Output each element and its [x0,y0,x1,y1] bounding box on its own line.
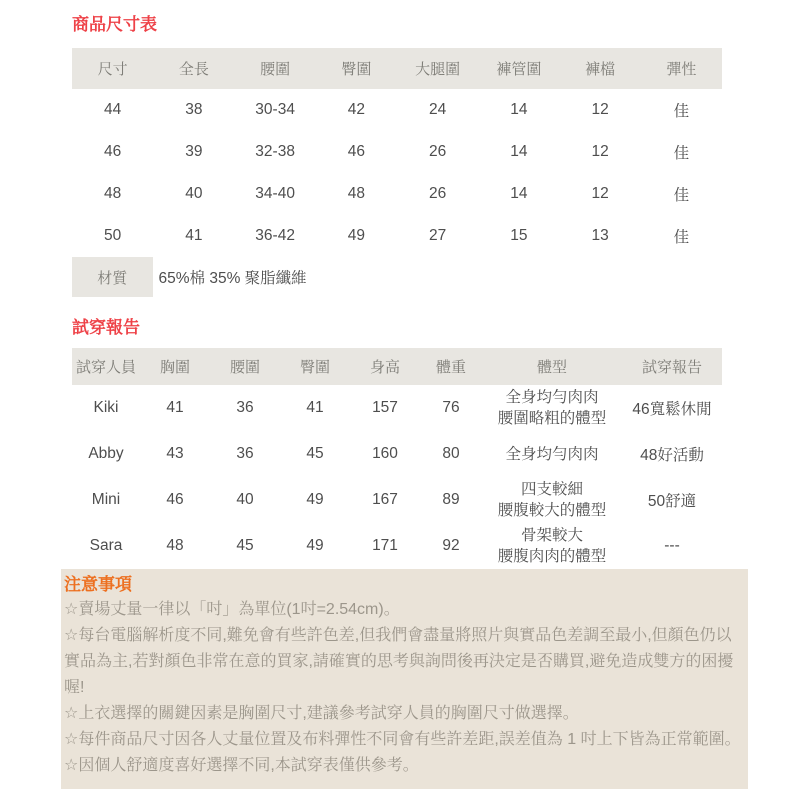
col-header-waist: 腰圍 [235,48,316,89]
hip-value: 49 [306,491,324,508]
model-name: Kiki [93,399,119,416]
waist-value: 34-40 [255,185,295,202]
waist-value: 36 [236,445,254,462]
height-value: 171 [372,537,398,554]
col-header-leg-opening: 褲管圍 [478,48,559,89]
size-value: 46 [104,143,122,160]
body-type-line: 腰腹較大的體型 [497,502,607,519]
notes-section [61,569,748,789]
table-row [72,215,722,257]
crotch-value: 12 [591,185,609,202]
col-header-report: 試穿報告 [622,348,722,385]
body-type [482,431,622,477]
col-header-body-type: 體型 [482,348,622,385]
hip-value: 42 [347,101,365,118]
col-header-size: 尺寸 [72,48,153,89]
waist-value: 36 [236,399,254,416]
size-value: 48 [104,185,122,202]
crotch-value: 13 [591,227,609,244]
length-value: 39 [185,143,203,160]
thigh-value: 26 [429,143,447,160]
hip-value: 46 [347,143,365,160]
body-type-line: 腰圍略粗的體型 [497,410,607,427]
length-value: 40 [185,185,203,202]
body-type [482,477,622,523]
hip-value: 49 [306,537,324,554]
leg-opening-value: 15 [510,227,528,244]
leg-opening-value: 14 [510,101,528,118]
elasticity-value: 佳 [673,103,690,120]
fitting-report-table [72,348,722,569]
size-chart-table [72,48,722,297]
size-chart-title: 商品尺寸表 [72,15,157,34]
leg-opening-value: 14 [510,143,528,160]
waist-value: 36-42 [255,227,295,244]
hip-value: 49 [347,227,365,244]
weight-value: 92 [442,537,460,554]
length-value: 38 [185,101,203,118]
thigh-value: 26 [429,185,447,202]
model-name: Mini [91,491,121,508]
body-type-line: 全身均勻肉肉 [505,389,599,406]
col-header-thigh: 大腿圍 [397,48,478,89]
report-value: 46寬鬆休閒 [632,401,712,418]
model-name: Abby [88,445,124,462]
col-header-model: 試穿人員 [72,348,140,385]
table-row [72,131,722,173]
col-header-height: 身高 [350,348,420,385]
col-header-hip: 臀圍 [316,48,397,89]
report-value: --- [664,537,680,554]
waist-value: 32-38 [255,143,295,160]
elasticity-value: 佳 [673,187,690,204]
material-value: 65%棉 35% 聚脂纖維 [158,270,307,287]
material-label: 材質 [72,257,153,297]
table-row [72,477,722,523]
table-row [72,173,722,215]
leg-opening-value: 14 [510,185,528,202]
waist-value: 30-34 [255,101,295,118]
thigh-value: 24 [429,101,447,118]
col-header-waist: 腰圍 [210,348,280,385]
table-row [72,431,722,477]
elasticity-value: 佳 [673,229,690,246]
note-item: ☆因個人舒適度喜好選擇不同,本試穿表僅供參考。 [64,757,419,774]
body-type-line: 全身均勻肉肉 [505,445,599,463]
report-value: 48好活動 [640,447,704,464]
crotch-value: 12 [591,143,609,160]
col-header-bust: 胸圍 [140,348,210,385]
hip-value: 41 [306,399,324,416]
fitting-report-title: 試穿報告 [72,318,140,337]
table-row [72,523,722,569]
weight-value: 89 [442,491,460,508]
col-header-elasticity: 彈性 [641,48,722,89]
bust-value: 48 [166,537,184,554]
size-value: 50 [104,227,122,244]
size-chart-section [0,14,800,297]
body-type-line: 骨架較大 [520,527,583,544]
body-type [482,385,622,431]
material-row [72,257,722,297]
waist-value: 45 [236,537,254,554]
note-item: ☆每台電腦解析度不同,難免會有些許色差,但我們會盡量將照片與實品色差調至最小,但顏色仍以實品為主,若對顏色非常在意的買家,請確實的思考與詢問後再決定是否購買,避免造成雙方的困擾喔! [64,627,734,696]
thigh-value: 27 [429,227,447,244]
body-type-line: 腰腹肉肉的體型 [497,548,607,565]
length-value: 41 [185,227,203,244]
crotch-value: 12 [591,101,609,118]
waist-value: 40 [236,491,254,508]
height-value: 157 [372,399,398,416]
weight-value: 80 [442,445,460,462]
fitting-report-section [0,317,800,569]
col-header-crotch: 褲檔 [560,48,641,89]
col-header-hip: 臀圍 [280,348,350,385]
height-value: 167 [372,491,398,508]
elasticity-value: 佳 [673,145,690,162]
bust-value: 43 [166,445,184,462]
col-header-weight: 體重 [420,348,482,385]
body-type-line: 四支較細 [520,481,583,498]
fitting-header-row [72,348,722,385]
col-header-length: 全長 [153,48,234,89]
model-name: Sara [89,537,123,554]
table-row [72,385,722,431]
bust-value: 46 [166,491,184,508]
size-chart-header-row [72,48,722,89]
weight-value: 76 [442,399,460,416]
size-value: 44 [104,101,122,118]
hip-value: 45 [306,445,324,462]
hip-value: 48 [347,185,365,202]
note-item: ☆上衣選擇的關鍵因素是胸圍尺寸,建議參考試穿人員的胸圍尺寸做選擇。 [64,705,579,722]
bust-value: 41 [166,399,184,416]
note-item: ☆賣場丈量一律以「吋」為單位(1吋=2.54cm)。 [64,601,400,618]
height-value: 160 [372,445,398,462]
note-item: ☆每件商品尺寸因各人丈量位置及布料彈性不同會有些許差距,誤差值為 1 吋上下皆為正常範圍。 [64,731,741,748]
table-row [72,89,722,131]
body-type [482,523,622,569]
report-value: 50舒適 [647,493,697,510]
notes-title: 注意事項 [64,575,132,594]
